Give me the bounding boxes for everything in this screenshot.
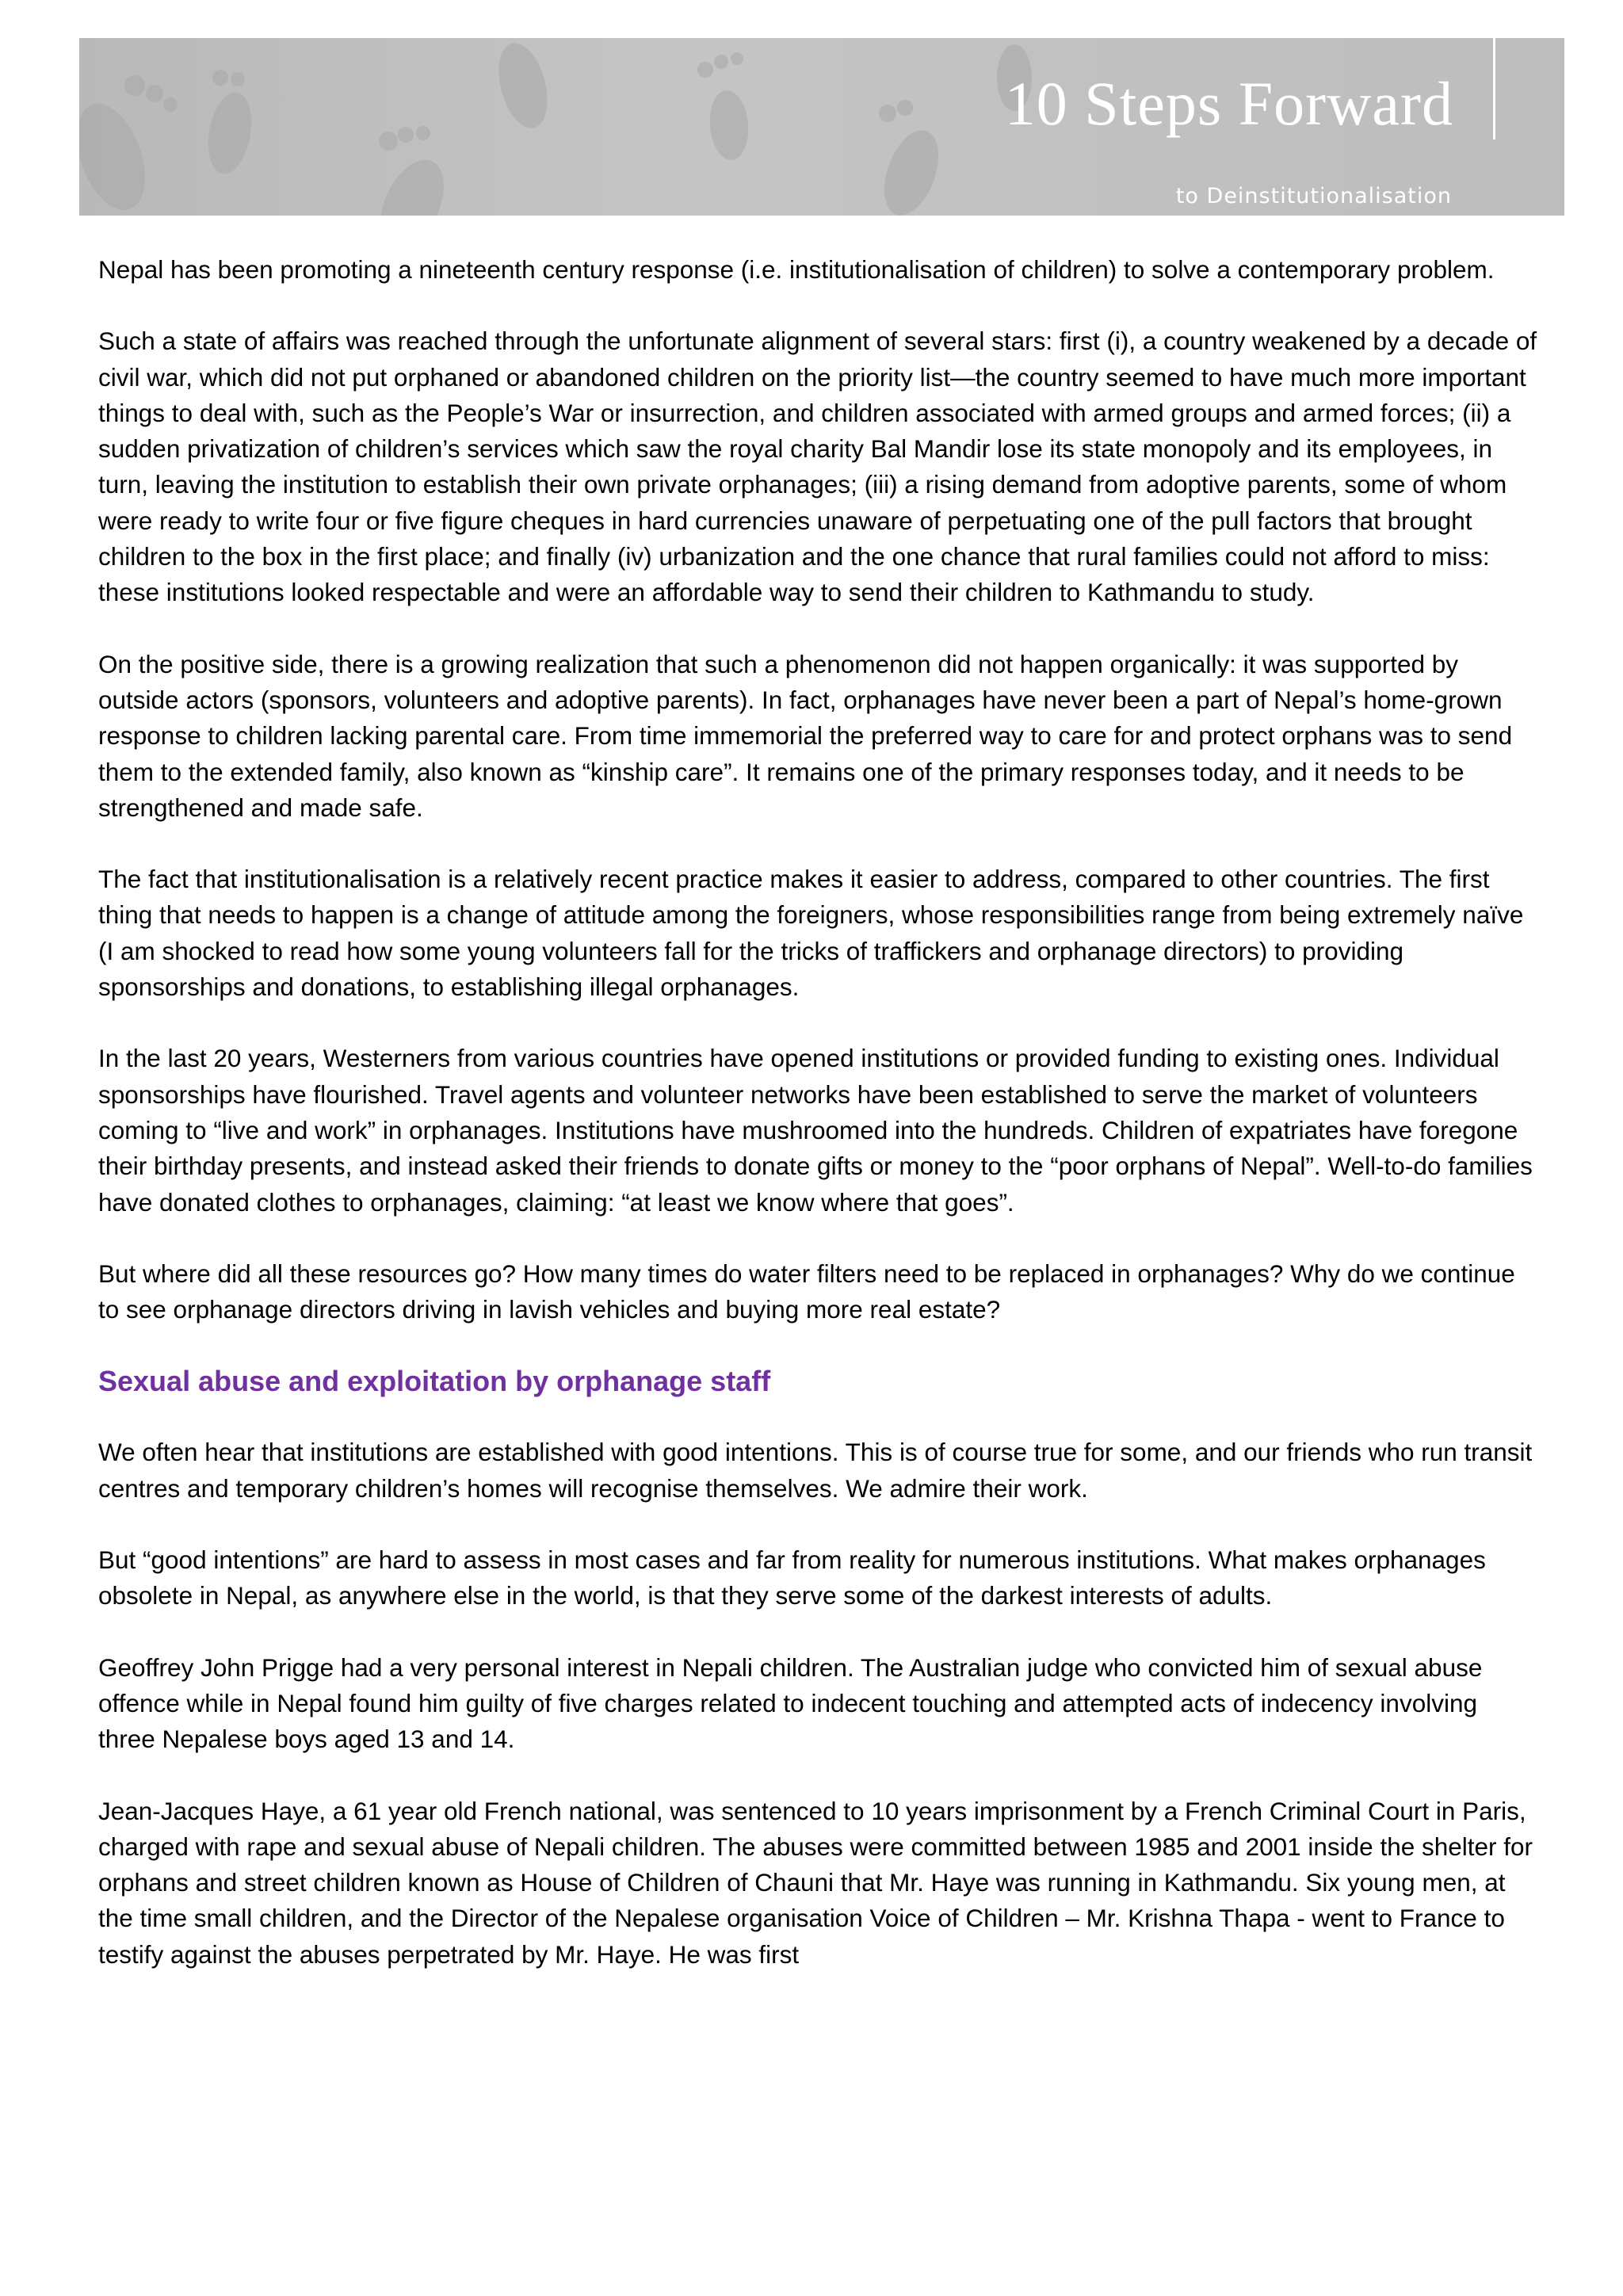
paragraph: The fact that institutionalisation is a relatively recent practice makes it easier to address, compared to other countries. The first thing that needs to happen is a change of attitude among the foreigners, whose responsibilities range from being extremely naïve (I am shocked to read how some young volunteers fall for the tricks of traffickers and orphanage directors) to providing sponsorships and donations, to establishing illegal orphanages. xyxy=(98,865,1524,1002)
section-heading: Sexual abuse and exploitation by orphanage staff xyxy=(98,1365,771,1398)
header-divider xyxy=(1493,38,1495,139)
paragraph: Jean-Jacques Haye, a 61 year old French national, was sentenced to 10 years imprisonment by a French Criminal Court in Paris, charged with rape and sexual abuse of Nepali children. The abuses were committed between 1985 and 2001 inside the shelter for orphans and street children known as House of Children of Chauni that Mr. Haye was running in Kathmandu. Six young men, at the time small children, and the Director of the Nepalese organisation Voice of Children – Mr. Krishna Thapa - went to France to testify against the abuses perpetrated by Mr. Haye. He was first xyxy=(98,1796,1533,1969)
paragraph: But where did all these resources go? How many times do water filters need to be replaced in orphanages? Why do we continue to see orphanage directors driving in lavish vehicles and buying more real estate? xyxy=(98,1259,1515,1324)
header-title: 10 Steps Forward xyxy=(1004,69,1453,138)
document-body xyxy=(98,252,1541,2008)
paragraph: We often hear that institutions are established with good intentions. This is of course true for some, and our friends who run transit centres and temporary children’s homes will recognise themselves. We admire their work. xyxy=(98,1438,1533,1503)
paragraph: In the last 20 years, Westerners from various countries have opened institutions or provided funding to existing ones. Individual sponsorships have flourished. Travel agents and volunteer networks have been established to serve the market of volunteers coming to “live and work” in orphanages. Institutions have mushroomed into the hundreds. Children of expatriates have foregone their birthday presents, and instead asked their friends to donate gifts or money to the “poor orphans of Nepal”. Well-to-do families have donated clothes to orphanages, claiming: “at least we know where that goes”. xyxy=(98,1044,1533,1217)
paragraph: But “good intentions” are hard to assess in most cases and far from reality for numerous institutions. What makes orphanages obsolete in Nepal, as anywhere else in the world, is that they serve some of the darkest interests of adults. xyxy=(98,1545,1486,1610)
paragraph: On the positive side, there is a growing realization that such a phenomenon did not happen organically: it was supported by outside actors (sponsors, volunteers and adoptive parents). In fact, orphanages have never been a part of Nepal’s home-grown response to children lacking parental care. From time immemorial the preferred way to care for and protect orphans was to send them to the extended family, also known as “kinship care”. It remains one of the primary responses today, and it needs to be strengthened and made safe. xyxy=(98,649,1513,822)
paragraph: Geoffrey John Prigge had a very personal interest in Nepali children. The Australian judge who convicted him of sexual abuse offence while in Nepal found him guilty of five charges related to indecent touching and attempted acts of indecency involving three Nepalese boys aged 13 and 14. xyxy=(98,1652,1483,1754)
paragraph: Nepal has been promoting a nineteenth century response (i.e. institutionalisation of children) to solve a contemporary problem. xyxy=(98,255,1495,284)
header-subtitle: to Deinstitutionalisation xyxy=(1175,184,1452,208)
header-banner xyxy=(79,38,1564,216)
paragraph: Such a state of affairs was reached through the unfortunate alignment of several stars: first (i), a country weakened by a decade of civil war, which did not put orphaned or abandoned children on the priority list—the country seemed to have much more important things to deal with, such as the People’s War or insurrection, and children associated with armed groups and armed forces; (ii) a sudden privatization of children’s services which saw the royal charity Bal Mandir lose its state monopoly and its employees, in turn, leaving the institution to establish their own private orphanages; (iii) a rising demand from adoptive parents, some of whom were ready to write four or five figure cheques in hard currencies unaware of perpetuating one of the pull factors that brought children to the box in the first place; and finally (iv) urbanization and the one chance that rural families could not afford to miss: these institutions looked respectable and were an affordable way to send their children to Kathmandu to study. xyxy=(98,327,1537,607)
